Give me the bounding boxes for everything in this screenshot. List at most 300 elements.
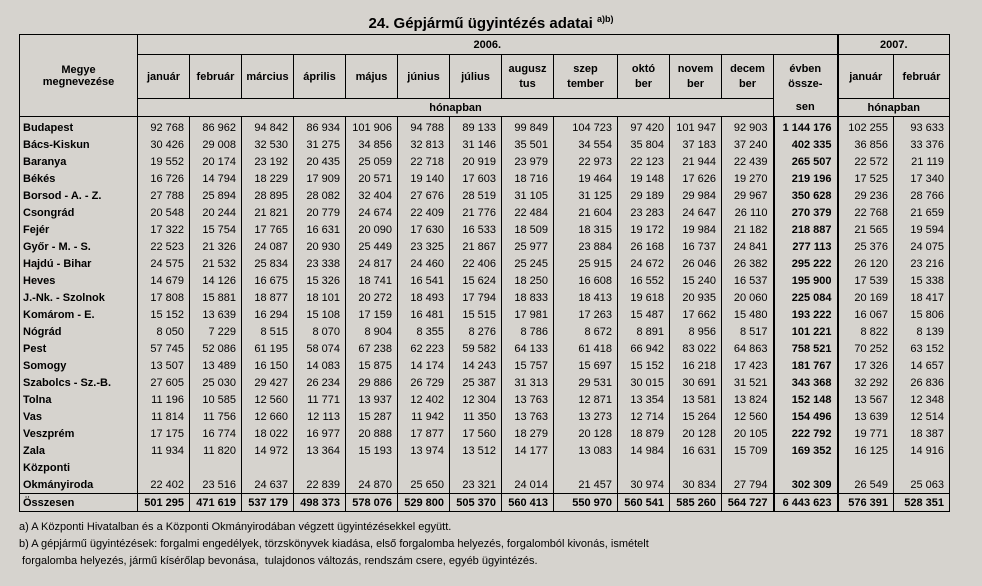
month-value: 21 821: [242, 204, 294, 221]
month-value: 19 552: [138, 153, 190, 170]
month-value: 29 427: [242, 374, 294, 391]
month-2007-value: 36 856: [838, 136, 894, 153]
month-value: 8 786: [502, 323, 554, 340]
month-value: 62 223: [398, 340, 450, 357]
table-row: [20, 204, 950, 221]
month-2007-value: 24 075: [894, 238, 950, 255]
month-header-line1: január: [146, 70, 180, 83]
month-header-line1: július: [461, 70, 490, 83]
table-row: [20, 425, 950, 442]
month-value: 17 662: [670, 306, 722, 323]
month-2007-value: 102 255: [838, 117, 894, 137]
county-name: Okmányiroda: [20, 476, 138, 494]
month-2007-value: 13 567: [838, 391, 894, 408]
table-body: [20, 117, 950, 512]
month-value: 23 192: [242, 153, 294, 170]
month-value: 18 493: [398, 289, 450, 306]
month-header: [618, 55, 670, 99]
table-row: [20, 136, 950, 153]
year-sum-value: 350 628: [774, 187, 838, 204]
month-value: 13 273: [554, 408, 618, 425]
month-value: 17 765: [242, 221, 294, 238]
month-value: 22 718: [398, 153, 450, 170]
county-name: Tolna: [20, 391, 138, 408]
year-sum-value: 265 507: [774, 153, 838, 170]
month-header: [398, 55, 450, 99]
table-row: [20, 340, 950, 357]
month-value: 34 856: [346, 136, 398, 153]
month-value: 22 523: [138, 238, 190, 255]
month-value: 16 631: [670, 442, 722, 459]
month-header-line1: augusz: [508, 63, 547, 75]
month-2007-value: 23 216: [894, 255, 950, 272]
month-value: 16 726: [138, 170, 190, 187]
month-2007-value: 26 549: [838, 476, 894, 494]
month-2007-value: 14 657: [894, 357, 950, 374]
month-value: 20 060: [722, 289, 774, 306]
month-value: 498 373: [294, 494, 346, 512]
month-value: 560 413: [502, 494, 554, 512]
month-value: 25 834: [242, 255, 294, 272]
month-value: 24 575: [138, 255, 190, 272]
month-value: 23 338: [294, 255, 346, 272]
year-sum-value: 1 144 176: [774, 117, 838, 137]
month-value: 22 409: [398, 204, 450, 221]
month-2007-value: 576 391: [838, 494, 894, 512]
month-value: 471 619: [190, 494, 242, 512]
county-name: Békés: [20, 170, 138, 187]
month-value: 16 631: [294, 221, 346, 238]
month-value: 31 125: [554, 187, 618, 204]
month-value: 25 030: [190, 374, 242, 391]
month-value: 21 326: [190, 238, 242, 255]
month-value: 19 148: [618, 170, 670, 187]
year-sum-value: [774, 459, 838, 476]
month-value: 18 101: [294, 289, 346, 306]
county-name: Borsod - A. - Z.: [20, 187, 138, 204]
month-value: 20 272: [346, 289, 398, 306]
table-row: [20, 476, 950, 494]
honapban-row: [20, 99, 950, 117]
month-2007-value: [894, 459, 950, 476]
month-header-line1: május: [355, 70, 388, 83]
month-value: 13 354: [618, 391, 670, 408]
month-value: [242, 459, 294, 476]
month-value: 24 870: [346, 476, 398, 494]
month-header-line2: tus: [519, 78, 536, 90]
month-value: 22 439: [722, 153, 774, 170]
month-value: [294, 459, 346, 476]
month-value: 23 516: [190, 476, 242, 494]
month-header: [722, 55, 774, 99]
year-sum-value: 154 496: [774, 408, 838, 425]
month-header-line1: február: [196, 70, 235, 83]
month-value: 17 808: [138, 289, 190, 306]
month-value: 101 947: [670, 117, 722, 137]
month-value: 17 626: [670, 170, 722, 187]
month-value: 15 757: [502, 357, 554, 374]
year-sum-value: 277 113: [774, 238, 838, 255]
month-value: 17 909: [294, 170, 346, 187]
month-value: 11 934: [138, 442, 190, 459]
table-row: [20, 238, 950, 255]
month-value: 28 895: [242, 187, 294, 204]
month-value: 21 944: [670, 153, 722, 170]
month-value: 17 630: [398, 221, 450, 238]
month-value: 17 159: [346, 306, 398, 323]
month-value: 32 813: [398, 136, 450, 153]
month-header-line1: április: [303, 70, 336, 83]
month-value: 20 174: [190, 153, 242, 170]
total-row: [20, 494, 950, 512]
month-value: 24 460: [398, 255, 450, 272]
month-value: [450, 459, 502, 476]
table-row: [20, 117, 950, 137]
month-value: 30 691: [670, 374, 722, 391]
year-sum-value: 6 443 623: [774, 494, 838, 512]
month-value: 11 771: [294, 391, 346, 408]
month-value: 16 218: [670, 357, 722, 374]
month-2007-value: 21 565: [838, 221, 894, 238]
month-value: 97 420: [618, 117, 670, 137]
month-value: 15 480: [722, 306, 774, 323]
month-value: 22 123: [618, 153, 670, 170]
month-value: 20 919: [450, 153, 502, 170]
county-name: Központi: [20, 459, 138, 476]
month-value: 14 083: [294, 357, 346, 374]
month-2007-value: 14 916: [894, 442, 950, 459]
month-value: 16 774: [190, 425, 242, 442]
month-value: 12 660: [242, 408, 294, 425]
month-value: 26 110: [722, 204, 774, 221]
month-value: 86 934: [294, 117, 346, 137]
month-value: 13 763: [502, 391, 554, 408]
month-value: 20 888: [346, 425, 398, 442]
month-value: 22 406: [450, 255, 502, 272]
sum-header-sen: sen: [774, 99, 838, 117]
month-value: 23 321: [450, 476, 502, 494]
month-header-line2: ber: [686, 78, 705, 90]
month-value: 92 903: [722, 117, 774, 137]
month-value: 24 637: [242, 476, 294, 494]
data-table: [19, 34, 950, 512]
month-value: 29 008: [190, 136, 242, 153]
month-value: 22 973: [554, 153, 618, 170]
month-header: [190, 55, 242, 99]
month-value: 27 605: [138, 374, 190, 391]
month-value: 8 672: [554, 323, 618, 340]
county-name: Veszprém: [20, 425, 138, 442]
month-value: 13 639: [190, 306, 242, 323]
month-value: 24 672: [618, 255, 670, 272]
month-value: 537 179: [242, 494, 294, 512]
month-value: 27 676: [398, 187, 450, 204]
month-value: 8 956: [670, 323, 722, 340]
month-value: 15 709: [722, 442, 774, 459]
county-name: Pest: [20, 340, 138, 357]
table-row: [20, 272, 950, 289]
month-value: 19 270: [722, 170, 774, 187]
month-value: 11 350: [450, 408, 502, 425]
month-value: 15 515: [450, 306, 502, 323]
title-text: 24. Gépjármű ügyintézés adatai: [368, 15, 593, 32]
month-value: 101 906: [346, 117, 398, 137]
month-2007-value: 17 539: [838, 272, 894, 289]
month-value: 11 942: [398, 408, 450, 425]
month-value: 21 532: [190, 255, 242, 272]
month-header: [294, 55, 346, 99]
month-value: 18 315: [554, 221, 618, 238]
month-value: 29 189: [618, 187, 670, 204]
month-2007-value: 17 340: [894, 170, 950, 187]
month-value: 18 413: [554, 289, 618, 306]
month-value: 501 295: [138, 494, 190, 512]
month-value: 17 175: [138, 425, 190, 442]
month-value: 15 487: [618, 306, 670, 323]
month-value: 18 741: [346, 272, 398, 289]
month-header: [138, 55, 190, 99]
month-value: 22 484: [502, 204, 554, 221]
table-row: [20, 170, 950, 187]
month-2007-value: 18 387: [894, 425, 950, 442]
month-2007-value: 12 348: [894, 391, 950, 408]
month-value: 24 841: [722, 238, 774, 255]
year-sum-value: 222 792: [774, 425, 838, 442]
table-row: [20, 408, 950, 425]
month-value: 21 457: [554, 476, 618, 494]
month-value: 585 260: [670, 494, 722, 512]
county-name: Hajdú - Bihar: [20, 255, 138, 272]
month-2007-value: 19 594: [894, 221, 950, 238]
month-value: 16 294: [242, 306, 294, 323]
month-value: 15 240: [670, 272, 722, 289]
month-value: 20 128: [670, 425, 722, 442]
month-value: 21 776: [450, 204, 502, 221]
month-value: 16 977: [294, 425, 346, 442]
month-value: 25 650: [398, 476, 450, 494]
footnote-b-cont: forgalomba helyezés, jármű kísérőlap bevonása, tulajdonos változás, rendszám csere, egyéb ügyintézés.: [19, 555, 538, 567]
month-value: 16 537: [722, 272, 774, 289]
month-value: 26 046: [670, 255, 722, 272]
month-2007-value: 93 633: [894, 117, 950, 137]
month-value: 14 126: [190, 272, 242, 289]
month-value: 8 050: [138, 323, 190, 340]
month-value: 17 423: [722, 357, 774, 374]
month-value: 14 972: [242, 442, 294, 459]
month-value: 14 794: [190, 170, 242, 187]
month-2007-value: 19 771: [838, 425, 894, 442]
month-value: 20 571: [346, 170, 398, 187]
month-2007-value: 32 292: [838, 374, 894, 391]
month-value: 17 263: [554, 306, 618, 323]
month-value: 19 172: [618, 221, 670, 238]
month-value: 15 287: [346, 408, 398, 425]
month-value: 67 238: [346, 340, 398, 357]
month-2007-value: 26 836: [894, 374, 950, 391]
month-value: 34 554: [554, 136, 618, 153]
month-value: 30 015: [618, 374, 670, 391]
month-2007-value: 12 514: [894, 408, 950, 425]
month-value: 8 355: [398, 323, 450, 340]
month-value: 578 076: [346, 494, 398, 512]
table-row: [20, 187, 950, 204]
county-name: Összesen: [20, 494, 138, 512]
month-2007-value: 25 376: [838, 238, 894, 255]
month-value: 32 530: [242, 136, 294, 153]
month-value: 86 962: [190, 117, 242, 137]
month-header-line1: szep: [573, 63, 598, 75]
month-2007-value: 16 067: [838, 306, 894, 323]
month-value: 25 387: [450, 374, 502, 391]
month-value: 18 279: [502, 425, 554, 442]
month-value: 18 833: [502, 289, 554, 306]
month-header-line2: ber: [738, 78, 757, 90]
year-sum-value: 225 084: [774, 289, 838, 306]
month-value: 12 560: [242, 391, 294, 408]
month-value: 66 942: [618, 340, 670, 357]
month-value: 64 133: [502, 340, 554, 357]
month-value: 22 839: [294, 476, 346, 494]
month-value: 94 842: [242, 117, 294, 137]
table-row: [20, 323, 950, 340]
month-value: 92 768: [138, 117, 190, 137]
month-value: 18 229: [242, 170, 294, 187]
month-header-line1: június: [407, 70, 440, 83]
month-value: 14 243: [450, 357, 502, 374]
month-value: 15 881: [190, 289, 242, 306]
month-2007-value: 17 326: [838, 357, 894, 374]
month-value: 13 364: [294, 442, 346, 459]
month-value: 10 585: [190, 391, 242, 408]
month-value: 16 675: [242, 272, 294, 289]
month-value: 27 788: [138, 187, 190, 204]
month-value: 20 548: [138, 204, 190, 221]
month-value: 20 935: [670, 289, 722, 306]
month-2007-value: 15 806: [894, 306, 950, 323]
month-value: 24 817: [346, 255, 398, 272]
month-2007-value: 28 766: [894, 187, 950, 204]
month-value: 24 087: [242, 238, 294, 255]
month-header-line1: decem: [730, 63, 765, 75]
month-value: 28 082: [294, 187, 346, 204]
honapban-2006: hónapban: [138, 99, 774, 117]
month-value: 13 512: [450, 442, 502, 459]
month-value: 13 581: [670, 391, 722, 408]
month-value: 25 245: [502, 255, 554, 272]
county-column-header: [20, 35, 138, 117]
month-header: [346, 55, 398, 99]
county-name: Szabolcs - Sz.-B.: [20, 374, 138, 391]
county-name: Fejér: [20, 221, 138, 238]
month-value: 35 804: [618, 136, 670, 153]
month-value: 17 794: [450, 289, 502, 306]
month-2007-value: [838, 459, 894, 476]
month-value: 12 714: [618, 408, 670, 425]
month-value: 14 174: [398, 357, 450, 374]
year-sum-value: 758 521: [774, 340, 838, 357]
month-value: 18 022: [242, 425, 294, 442]
month-2007-header: január: [838, 55, 894, 99]
county-name: Budapest: [20, 117, 138, 137]
month-value: 29 531: [554, 374, 618, 391]
month-2007-header: február: [894, 55, 950, 99]
month-2007-value: 17 525: [838, 170, 894, 187]
month-2007-value: 21 119: [894, 153, 950, 170]
month-value: 57 745: [138, 340, 190, 357]
month-value: 15 697: [554, 357, 618, 374]
county-name: Heves: [20, 272, 138, 289]
month-2007-value: 20 169: [838, 289, 894, 306]
month-value: 19 464: [554, 170, 618, 187]
month-value: 15 754: [190, 221, 242, 238]
month-value: 26 234: [294, 374, 346, 391]
month-value: 29 886: [346, 374, 398, 391]
month-2007-value: 22 768: [838, 204, 894, 221]
table-row: [20, 255, 950, 272]
month-value: 14 679: [138, 272, 190, 289]
month-value: 17 981: [502, 306, 554, 323]
table-row: [20, 442, 950, 459]
month-value: 59 582: [450, 340, 502, 357]
month-value: 16 150: [242, 357, 294, 374]
footnote-a: a) A Központi Hivatalban és a Központi Okmányirodában végzett ügyintézésekkel együtt.: [19, 521, 452, 533]
month-value: [398, 459, 450, 476]
month-value: 15 875: [346, 357, 398, 374]
year-sum-value: 195 900: [774, 272, 838, 289]
footnotes: [19, 519, 649, 570]
month-value: [554, 459, 618, 476]
month-value: 8 276: [450, 323, 502, 340]
month-value: 22 402: [138, 476, 190, 494]
month-value: 15 152: [138, 306, 190, 323]
month-value: 13 507: [138, 357, 190, 374]
month-2007-value: 29 236: [838, 187, 894, 204]
county-name: Baranya: [20, 153, 138, 170]
month-value: 24 647: [670, 204, 722, 221]
month-header-line1: novem: [677, 63, 714, 75]
month-value: 8 070: [294, 323, 346, 340]
month-value: 560 541: [618, 494, 670, 512]
month-value: 21 604: [554, 204, 618, 221]
month-value: 17 560: [450, 425, 502, 442]
month-value: 31 275: [294, 136, 346, 153]
month-value: [138, 459, 190, 476]
table-row: [20, 153, 950, 170]
year-sum-value: 343 368: [774, 374, 838, 391]
month-2007-value: 8 822: [838, 323, 894, 340]
month-value: 14 177: [502, 442, 554, 459]
month-value: 15 108: [294, 306, 346, 323]
month-value: 13 974: [398, 442, 450, 459]
county-name: Somogy: [20, 357, 138, 374]
sum-header-line: össze-: [788, 78, 823, 91]
county-header-line1: Megye: [61, 63, 96, 76]
month-2007-value: 16 125: [838, 442, 894, 459]
month-value: 15 264: [670, 408, 722, 425]
month-value: 20 435: [294, 153, 346, 170]
table-row: [20, 221, 950, 238]
month-header-row: [20, 55, 950, 99]
month-value: 25 977: [502, 238, 554, 255]
month-value: 17 322: [138, 221, 190, 238]
county-name: J.-Nk. - Szolnok: [20, 289, 138, 306]
month-value: 12 304: [450, 391, 502, 408]
year-sum-value: 219 196: [774, 170, 838, 187]
table-header: [20, 35, 950, 117]
year-sum-value: 152 148: [774, 391, 838, 408]
month-value: 31 313: [502, 374, 554, 391]
month-value: 37 240: [722, 136, 774, 153]
